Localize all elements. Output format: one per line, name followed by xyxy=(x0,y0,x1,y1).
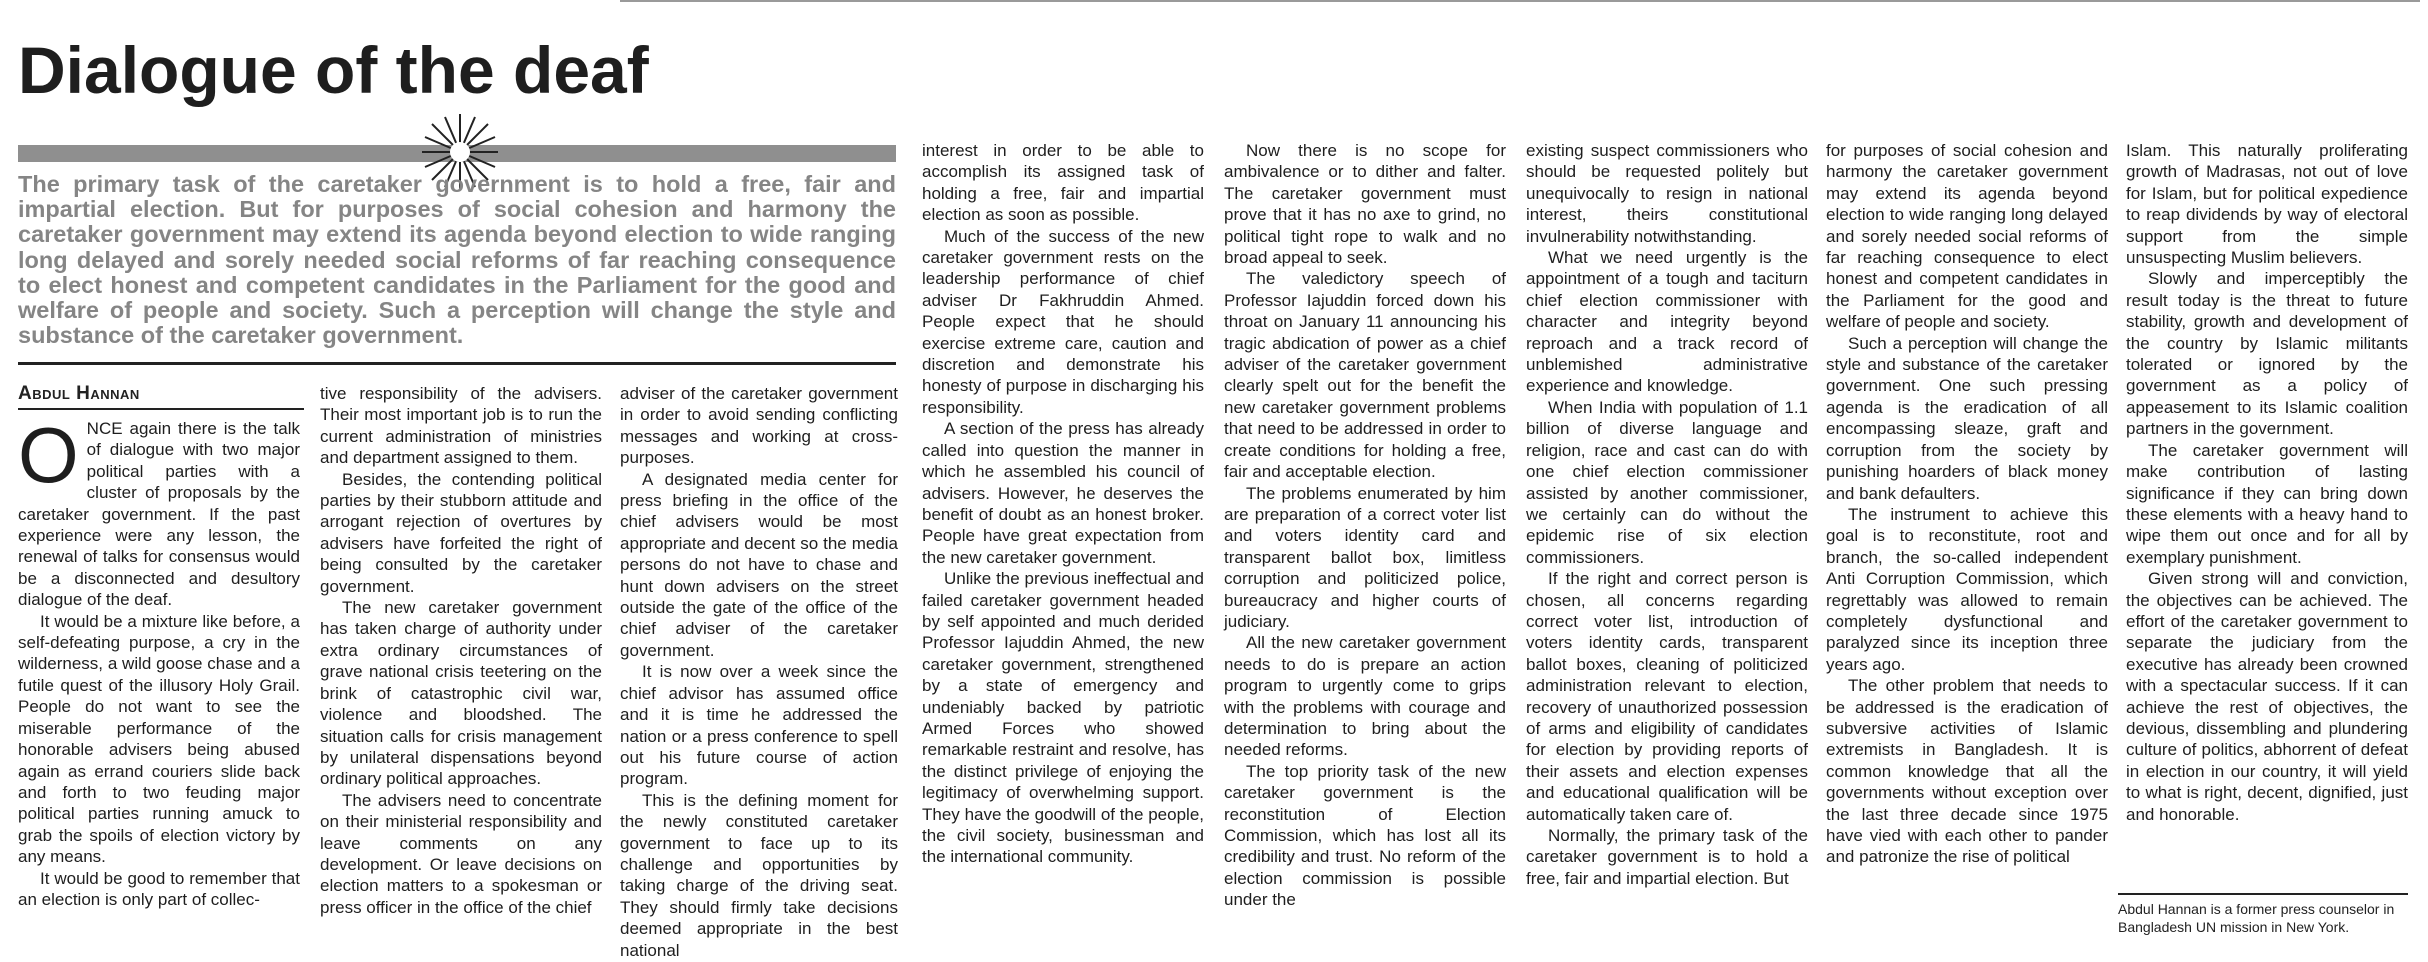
paragraph: A section of the press has already called into question the manner in which he assembled his council of advisers. However, he deserves the benefit of doubt as an honest broker. People have great expectation from the new caretaker government. xyxy=(922,419,1204,567)
paragraph: Such a perception will change the style and substance of the caretaker government. One such pressing agenda is the eradication of all encompassing sleaze, graft and corruption from the society by punishing hoarders of black money and bank defaulters. xyxy=(1826,333,2108,503)
paragraph: Islam. This naturally proliferating growth of Madrasas, not out of love for Islam, but for political expedience to reap dividends by way of electoral support from the simple unsuspecting Muslim believers. xyxy=(2126,141,2408,268)
paragraph: What we need urgently is the appointment of a tough and taciturn chief election commissioner with character and integrity beyond reproach and a track record of unblemished administrative experience and knowledge. xyxy=(1526,248,1808,396)
paragraph: The other problem that needs to be addressed is the eradication of subversive activities of Islamic extremists in Bangladesh. It is common knowledge that all the governments without exception over the last three decade since 1975 have vied with each other to pander and patronize the rise of political xyxy=(1826,676,2108,867)
paragraph: existing suspect commissioners who should be requested politely but unequivocally to resign in national interest, theirs constitutional invulnerability notwithstanding. xyxy=(1526,141,1808,246)
article-column-6 xyxy=(1526,140,1808,889)
paragraph: All the new caretaker government needs to do is prepare an action program to urgently come to grips with the problems with courage and determination to bring about the needed reforms. xyxy=(1224,633,1506,760)
article-column-4 xyxy=(922,140,1204,868)
drop-cap: O xyxy=(18,411,79,499)
paragraph: This is the defining moment for the newly constituted caretaker government to face up to its challenge and opportunities by taking charge of the driving seat. They should firmly take decisions deemed appropriate in the best national xyxy=(620,790,898,960)
paragraph-text: NCE again there is the talk of dialogue with two major political parties with a cluster of proposals by the caretaker government. If the past experience were any lesson, the renewal of talks for consensus would be a disconnected and desultory dialogue of the deaf. xyxy=(18,419,300,610)
article-column-2 xyxy=(320,383,602,918)
paragraph: The problems enumerated by him are preparation of a correct voter list and voters identity card and transparent ballot box, limitless corruption and politicized police, bureaucracy and higher courts of judiciary. xyxy=(1224,483,1506,631)
paragraph: The new caretaker government has taken charge of authority under extra ordinary circumstances of grave national crisis teetering on the brink of catastrophic civil war, violence and bloodshed. The situation calls for crisis management by unilateral dispensations beyond ordinary political approaches. xyxy=(320,598,602,789)
paragraph: The instrument to achieve this goal is to reconstitute, root and branch, the so-called independent Anti Corruption Commission, which regrettably was allowed to remain completely dysfunctional and paralyzed since its inception three years ago. xyxy=(1826,504,2108,674)
paragraph: The advisers need to concentrate on their ministerial responsibility and leave comments on any development. Or leave decisions on election matters to a spokesman or press officer in the office of the chief xyxy=(320,790,602,917)
paragraph: The valedictory speech of Professor Iajuddin forced down his throat on January 11 announcing his tragic abdication of power as a chief adviser of the caretaker government clearly spelt out for the benefit the new caretaker government problems that need to be addressed in order to create conditions for holding a free, fair and acceptable election. xyxy=(1224,269,1506,482)
standfirst-rule xyxy=(18,362,896,365)
paragraph: A designated media center for press briefing in the office of the chief advisers would be most appropriate and decent so the media persons do not have to chase and hunt down advisers on the street outside the gate of the office of the chief adviser of the caretaker government. xyxy=(620,469,898,660)
headline: Dialogue of the deaf xyxy=(18,33,649,107)
paragraph: Besides, the contending political parties by their stubborn attitude and arrogant rejection of overtures by advisers have forfeited the right of being consulted by the caretaker government. xyxy=(320,469,602,596)
author-footnote: Abdul Hannan is a former press counselor in Bangladesh UN mission in New York. xyxy=(2118,901,2395,935)
paragraph: Slowly and imperceptibly the result today is the threat to future stability, growth and development of the country by Islamic militants tolerated or ignored by the government as a policy of appeasement to its Islamic coalition partners in the government. xyxy=(2126,269,2408,439)
footnote-rule xyxy=(2118,893,2408,895)
byline: Abdul Hannan xyxy=(18,383,140,404)
paragraph: The caretaker government will make contribution of lasting significance if they can bring down these elements with a heavy hand to wipe them out once and for all by exemplary punishment. xyxy=(2126,440,2408,567)
article-column-3 xyxy=(620,383,898,961)
article-column-7 xyxy=(1826,140,2108,868)
paragraph: If the right and correct person is chosen, all concerns regarding correct voter list, introduction of voters identity cards, transparent ballot boxes, cleaning of politicized administration relevant to election, recovery of unauthorized possession of arms and eligibility of candidates for election by providing reports of their assets and election expenses and educational qualification will be automatically taken care of. xyxy=(1526,569,1808,824)
paragraph: interest in order to be able to accomplish its assigned task of holding a free, fair and impartial election as soon as possible. xyxy=(922,141,1204,225)
article-column-5 xyxy=(1224,140,1506,911)
paragraph: It would be a mixture like before, a self-defeating purpose, a cry in the wilderness, a wild goose chase and a futile quest of the illusory Holy Grail. People do not want to see the miserable performance of the honorable advisers being abused again as errand couriers slide back and forth to two feuding major political parties running amuck to grab the spoils of election victory by any means. xyxy=(18,611,300,867)
article-column-8 xyxy=(2126,140,2408,825)
paragraph: Given strong will and conviction, the objectives can be achieved. The effort of the caretaker government to separate the judiciary from the executive has already been crowned with a spectacular success. If it can achieve the rest of objectives, the devious, dissembling and plundering culture of politics, abhorrent of defeat in election in our country, it will yield to what is right, decent, dignified, just and honorable. xyxy=(2126,569,2408,824)
paragraph: Now there is no scope for ambivalence or to dither and falter. The caretaker government must prove that it has no axe to grind, no political tight rope to walk and no broad appeal to seek. xyxy=(1224,141,1506,268)
paragraph: It would be good to remember that an election is only part of collec- xyxy=(18,868,300,909)
paragraph: Normally, the primary task of the caretaker government is to hold a free, fair and impartial election. But xyxy=(1526,826,1808,888)
byline-rule xyxy=(18,408,304,410)
paragraph: tive responsibility of the advisers. Their most important job is to run the current administration of ministries and department assigned to them. xyxy=(320,384,602,468)
paragraph: The top priority task of the new caretaker government is the reconstitution of Election Commission, which has lost all its credibility and trust. No reform of the election commission is possible under the xyxy=(1224,761,1506,910)
top-rule xyxy=(620,0,2420,2)
paragraph: It is now over a week since the chief advisor has assumed office and it is time he addressed the nation or a press conference to spell out his future course of action program. xyxy=(620,662,898,789)
paragraph xyxy=(18,411,300,611)
paragraph: Unlike the previous ineffectual and failed caretaker government headed by self appointed and much derided Professor Iajuddin Ahmed, the new caretaker government, strengthened by a state of emergency and undeniably backed by patriotic Armed Forces who showed remarkable restraint and resolve, has the distinct privilege of enjoying the legitimacy of overwhelming support. They have the goodwill of the people, the civil society, businessman and the international community. xyxy=(922,569,1204,867)
paragraph: Much of the success of the new caretaker government rests on the leadership performance of chief adviser Dr Fakhruddin Ahmed. People expect that he should exercise extreme care, caution and discretion and demonstrate his honesty of purpose in discharging his responsibility. xyxy=(922,226,1204,417)
paragraph: for purposes of social cohesion and harmony the caretaker government may extend its agenda beyond election to wide ranging long delayed and sorely needed social reforms of far reaching consequence to elect honest and competent candidates in the Parliament for the good and welfare of people and society. xyxy=(1826,141,2108,332)
paragraph: adviser of the caretaker government in order to avoid sending conflicting messages and working at cross-purposes. xyxy=(620,384,898,468)
standfirst: The primary task of the caretaker government is to hold a free, fair and impartial election. But for purposes of social cohesion and harmony the caretaker government may extend its agenda beyond election to wide ranging long delayed and sorely needed social reforms of far reaching consequence to elect honest and competent candidates in the Parliament for the good and welfare of people and society. Such a perception will change the style and substance of the caretaker government. xyxy=(18,171,896,349)
paragraph: When India with population of 1.1 billion of diverse language and religion, race and cast can do with one chief election commissioner assisted by another commissioner, we certainly can do without the epidemic rise of six election commissioners. xyxy=(1526,397,1808,567)
article-column-1 xyxy=(18,411,300,910)
